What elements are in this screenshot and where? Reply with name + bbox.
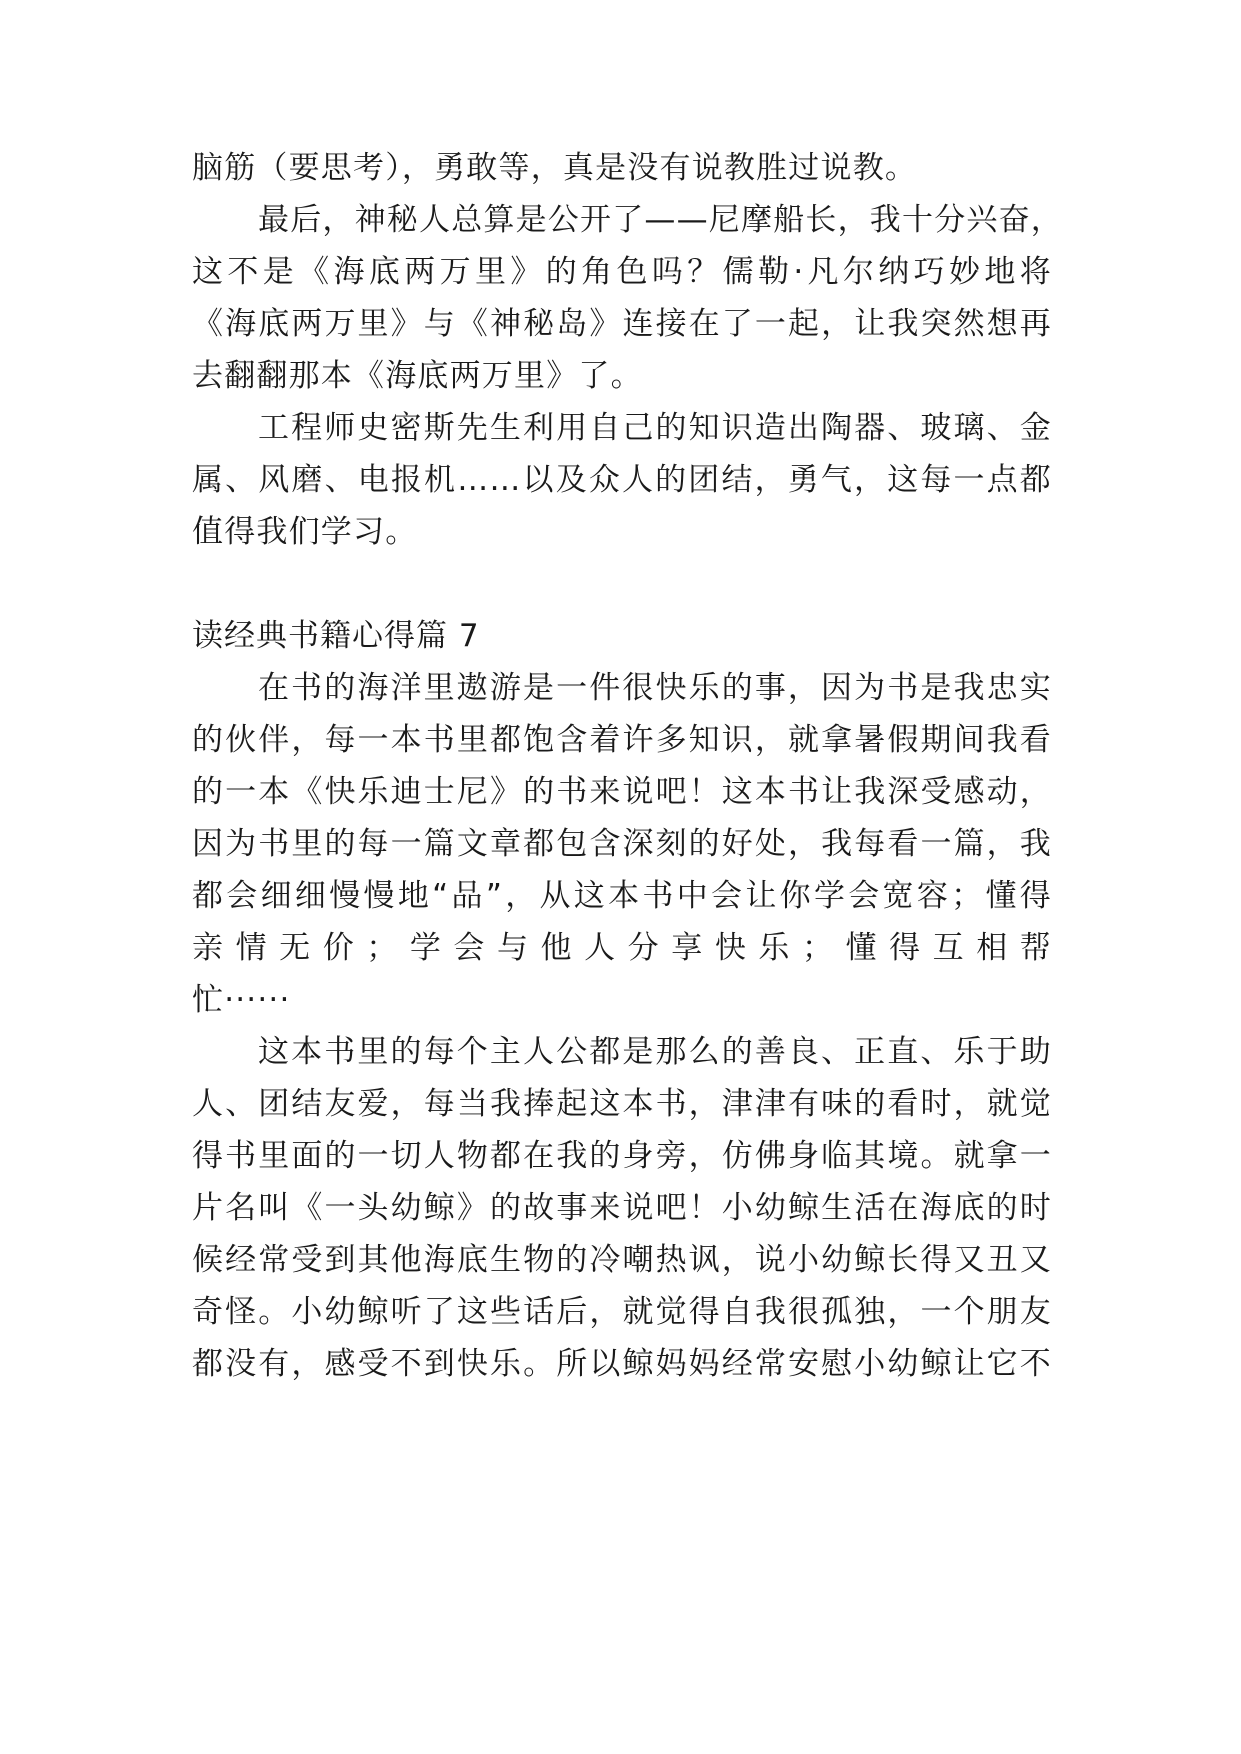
paragraph-line: 属、风磨、电报机……以及众人的团结，勇气，这每一点都: [192, 462, 1052, 498]
paragraph-line: 的伙伴，每一本书里都饱含着许多知识，就拿暑假期间我看: [192, 722, 1052, 758]
section-heading: 读经典书籍心得篇 7: [192, 618, 480, 654]
paragraph-line: 因为书里的每一篇文章都包含深刻的好处，我每看一篇，我: [192, 826, 1052, 862]
paragraph-line: 得书里面的一切人物都在我的身旁，仿佛身临其境。就拿一: [192, 1138, 1052, 1174]
paragraph-line: 片名叫《一头幼鲸》的故事来说吧！小幼鲸生活在海底的时: [192, 1190, 1052, 1226]
paragraph-line: 值得我们学习。: [192, 514, 418, 550]
paragraph-line: 工程师史密斯先生利用自己的知识造出陶器、玻璃、金: [258, 410, 1052, 446]
paragraph-line: 去翻翻那本《海底两万里》了。: [192, 358, 643, 394]
paragraph-line: 都会细细慢慢地“品”，从这本书中会让你学会宽容；懂得: [192, 878, 1052, 914]
paragraph-line: 的一本《快乐迪士尼》的书来说吧！这本书让我深受感动，: [192, 774, 1052, 810]
paragraph-line: 在书的海洋里遨游是一件很快乐的事，因为书是我忠实: [258, 670, 1052, 706]
paragraph-line: 亲情无价；学会与他人分享快乐；懂得互相帮: [192, 930, 1052, 966]
paragraph-line: 脑筋（要思考），勇敢等，真是没有说教胜过说教。: [192, 150, 918, 186]
paragraph-line: 最后，神秘人总算是公开了——尼摩船长，我十分兴奋，: [258, 202, 1063, 238]
paragraph-line: 忙······: [192, 982, 291, 1018]
paragraph-line: 人、团结友爱，每当我捧起这本书，津津有味的看时，就觉: [192, 1086, 1052, 1122]
paragraph-line: 这不是《海底两万里》的角色吗？儒勒·凡尔纳巧妙地将: [192, 254, 1052, 290]
paragraph-line: 《海底两万里》与《神秘岛》连接在了一起，让我突然想再: [192, 306, 1052, 342]
paragraph-line: 奇怪。小幼鲸听了这些话后，就觉得自我很孤独，一个朋友: [192, 1294, 1052, 1330]
paragraph-line: 这本书里的每个主人公都是那么的善良、正直、乐于助: [258, 1034, 1052, 1070]
paragraph-line: 候经常受到其他海底生物的冷嘲热讽，说小幼鲸长得又丑又: [192, 1242, 1052, 1278]
paragraph-line: 都没有，感受不到快乐。所以鲸妈妈经常安慰小幼鲸让它不: [192, 1346, 1052, 1382]
